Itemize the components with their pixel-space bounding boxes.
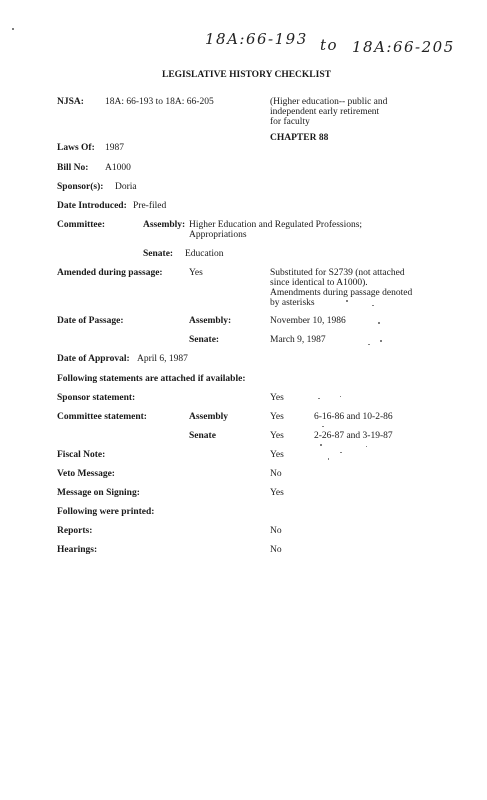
following-statements-heading: Following statements are attached if available: (57, 374, 246, 384)
committee-statement-senate-value: Yes (270, 431, 284, 441)
hearings-label: Hearings: (57, 545, 98, 555)
handwritten-citation-end: 18A:66-205 (352, 38, 455, 56)
date-introduced-value: Pre-filed (133, 201, 167, 211)
amended-note-line4: by asterisks (270, 298, 315, 308)
date-of-passage-label: Date of Passage: (57, 316, 124, 326)
veto-message-value: No (270, 469, 282, 479)
committee-statement-assembly-dates: 6-16-86 and 10-2-86 (314, 412, 393, 422)
hearings-value: No (270, 545, 282, 555)
amended-note-line3: Amendments during passage denoted (270, 288, 413, 298)
reports-label: Reports: (57, 526, 93, 536)
date-introduced-label: Date Introduced: (57, 201, 127, 211)
page-title: LEGISLATIVE HISTORY CHECKLIST (162, 70, 331, 80)
message-on-signing-label: Message on Signing: (57, 488, 140, 498)
veto-message-label: Veto Message: (57, 469, 115, 479)
njsa-desc-line3: for faculty (270, 117, 310, 127)
amended-note-line1: Substituted for S2739 (not attached (270, 268, 405, 278)
laws-of-label: Laws Of: (57, 143, 95, 153)
following-printed-heading: Following were printed: (57, 507, 155, 517)
handwritten-citation-start: 18A:66-193 (205, 30, 308, 48)
amended-value: Yes (189, 268, 203, 278)
passage-assembly-label: Assembly: (189, 316, 232, 326)
njsa-desc-line1: (Higher education-- public and (270, 97, 388, 107)
passage-senate-label: Senate: (189, 335, 220, 345)
bill-no-label: Bill No: (57, 163, 89, 173)
passage-senate-value: March 9, 1987 (270, 335, 326, 345)
sponsor-statement-label: Sponsor statement: (57, 393, 136, 403)
chapter-label: CHAPTER 88 (270, 133, 329, 143)
committee-statement-label: Committee statement: (57, 412, 147, 422)
message-on-signing-value: Yes (270, 488, 284, 498)
handwritten-to: to (320, 36, 339, 54)
committee-statement-senate-dates: 2-26-87 and 3-19-87 (314, 431, 393, 441)
passage-assembly-value: November 10, 1986 (270, 316, 346, 326)
committee-senate-label: Senate: (143, 249, 174, 259)
njsa-label: NJSA: (57, 97, 84, 107)
date-of-approval-label: Date of Approval: (57, 354, 130, 364)
njsa-desc-line2: independent early retirement (270, 107, 380, 117)
sponsor-value: Doria (115, 182, 137, 192)
amended-note-line2: since identical to A1000). (270, 278, 368, 288)
committee-assembly-label: Assembly: (143, 220, 186, 230)
date-of-approval-value: April 6, 1987 (137, 354, 188, 364)
committee-senate-value: Education (185, 249, 224, 259)
fiscal-note-value: Yes (270, 450, 284, 460)
fiscal-note-label: Fiscal Note: (57, 450, 106, 460)
reports-value: No (270, 526, 282, 536)
committee-statement-assembly-label: Assembly (189, 412, 229, 422)
laws-of-value: 1987 (105, 143, 124, 153)
bill-no-value: A1000 (105, 163, 131, 173)
committee-label: Committee: (57, 220, 106, 230)
sponsor-label: Sponsor(s): (57, 182, 104, 192)
amended-label: Amended during passage: (57, 268, 163, 278)
committee-statement-senate-label: Senate (189, 431, 216, 441)
committee-statement-assembly-value: Yes (270, 412, 284, 422)
njsa-value: 18A: 66-193 to 18A: 66-205 (105, 97, 214, 107)
committee-assembly-value-line1: Higher Education and Regulated Professions; (189, 220, 363, 230)
sponsor-statement-value: Yes (270, 393, 284, 403)
committee-assembly-value-line2: Appropriations (189, 230, 247, 240)
